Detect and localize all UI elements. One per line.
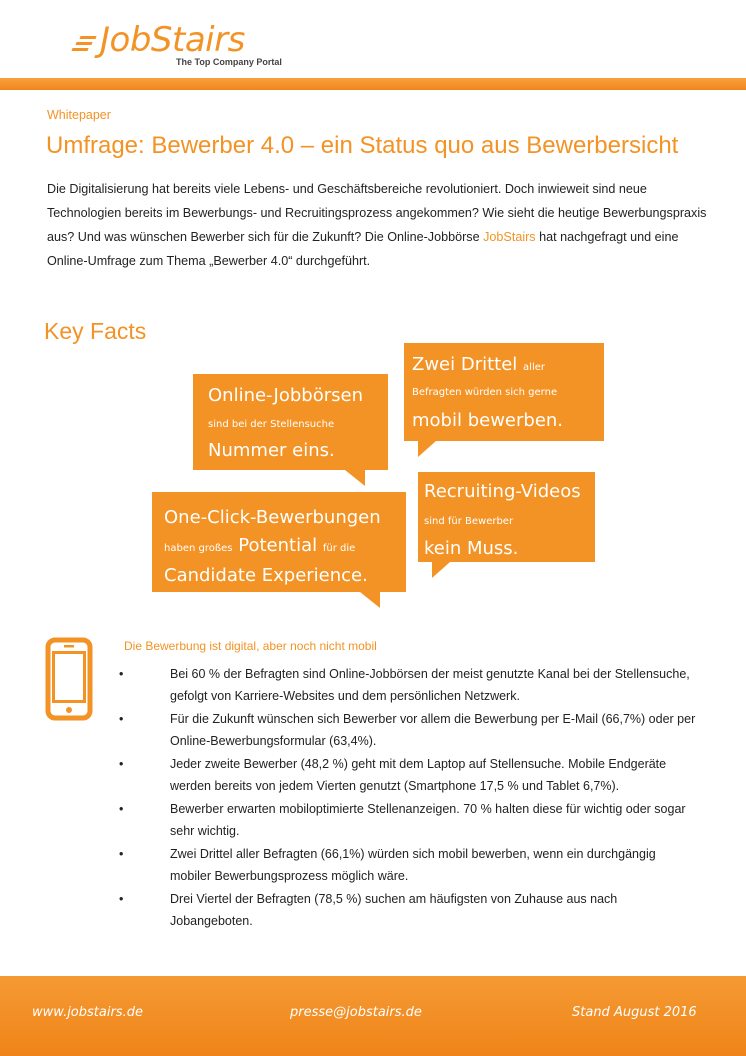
logo-stairs-icon: [72, 36, 98, 54]
list-item: [119, 664, 699, 707]
list-item-text: Für die Zukunft wünschen sich Bewerber vor allem die Bewerbung per E-Mail (66,7%) oder per Online-Bewerbungsformular (63,4%).: [170, 712, 696, 748]
intro-paragraph: [47, 177, 707, 273]
fact-oneclick-main: One-Click-Bewerbungen: [164, 507, 381, 528]
header-accent-bar: [0, 78, 746, 90]
fact-videos-text: sind für Bewerber: [424, 516, 514, 527]
footer-email-link[interactable]: presse@jobstairs.de: [290, 1005, 422, 1020]
bubble-tail: [432, 562, 450, 578]
fact-bubble-oneclick: [152, 492, 406, 592]
document-kicker: Whitepaper: [47, 108, 111, 122]
smartphone-icon: [45, 637, 93, 721]
intro-text-1: Die Digitalisierung hat bereits viele Lebens- und Geschäftsbereiche revolutioniert. Doch inwieweit sind neue Technologien bereits im Bewerbungs- und Recruitingsprozess angekommen? Wie sieht die heutige Bewerbungspraxis aus? Und was wünschen Bewerber sich für die Zukunft? Die Online-Jobbörse: [47, 182, 707, 244]
fact-mobile-main: [412, 351, 545, 381]
fact-oneclick-small2: für die: [322, 543, 356, 554]
bubble-tail: [418, 441, 436, 457]
key-facts-heading: Key Facts: [44, 318, 147, 344]
bullet-marker: •: [119, 892, 124, 906]
fact-oneclick-small1: haben großes: [164, 543, 233, 554]
jobstairs-link[interactable]: JobStairs: [483, 230, 536, 244]
list-item: [119, 754, 699, 797]
list-item-text: Zwei Drittel aller Befragten (66,1%) würden sich mobil bewerben, wenn ein durchgängig mobiler Bewerbungsprozess möglich wäre.: [170, 847, 656, 883]
fact-jobboards-sub: Nummer eins.: [208, 440, 335, 461]
fact-jobboards-text: sind bei der Stellensuche: [208, 419, 335, 430]
bullet-marker: •: [119, 757, 124, 771]
list-item-text: Jeder zweite Bewerber (48,2 %) geht mit dem Laptop auf Stellensuche. Mobile Endgeräte werden bereits von jedem Vierten genutzt (Smartphone 17,5 % und Tablet 6,7%).: [170, 757, 667, 793]
fact-mobile-main-small: aller: [523, 362, 545, 373]
page-title: Umfrage: Bewerber 4.0 – ein Status quo aus Bewerbersicht: [46, 132, 679, 159]
list-item: [119, 844, 699, 887]
logo-tagline: The Top Company Portal: [176, 57, 282, 67]
fact-mobile-sub: mobil bewerben.: [412, 410, 564, 431]
list-item-text: Bei 60 % der Befragten sind Online-Jobbörsen der meist genutzte Kanal bei der Stellensuche, gefolgt von Karriere-Websites und dem persönlichen Netzwerk.: [170, 667, 690, 703]
fact-mobile-main-big: Zwei Drittel: [412, 354, 518, 375]
bullet-marker: •: [119, 712, 124, 726]
fact-jobboards-main: Online-Jobbörsen: [208, 385, 364, 406]
intro-text-2: hat nachgefragt und eine Online-Umfrage zum Thema „Bewerber 4.0“ durchgeführt.: [47, 230, 679, 268]
list-item-text: Drei Viertel der Befragten (78,5 %) suchen am häufigsten von Zuhause aus nach Jobangeboten.: [170, 892, 618, 928]
footer-date: Stand August 2016: [572, 1005, 697, 1020]
list-item-text: Bewerber erwarten mobiloptimierte Stellenanzeigen. 70 % halten diese für wichtig oder sogar sehr wichtig.: [170, 802, 686, 838]
findings-list: [119, 664, 699, 934]
bubble-tail: [360, 592, 380, 608]
bullet-marker: •: [119, 667, 124, 681]
jobstairs-logo[interactable]: [72, 18, 312, 70]
list-item: [119, 889, 699, 932]
fact-videos-sub: kein Muss.: [424, 538, 519, 559]
list-item: [119, 709, 699, 752]
fact-videos-main: Recruiting-Videos: [424, 481, 581, 502]
bubble-tail: [345, 470, 365, 486]
fact-oneclick-potential: Potential: [238, 535, 318, 556]
section-heading: Die Bewerbung ist digital, aber noch nicht mobil: [124, 639, 377, 653]
list-item: [119, 799, 699, 842]
logo-wordmark: JobStairs: [100, 20, 245, 60]
fact-oneclick-mid: [164, 532, 355, 562]
page-footer: [0, 976, 746, 1056]
fact-bubble-mobile: [404, 343, 604, 441]
fact-oneclick-sub: Candidate Experience.: [164, 565, 368, 586]
fact-mobile-text: Befragten würden sich gerne: [412, 387, 558, 398]
bullet-marker: •: [119, 847, 124, 861]
fact-bubble-videos: [418, 472, 595, 562]
fact-bubble-jobboards: [193, 374, 388, 470]
footer-website-link[interactable]: www.jobstairs.de: [32, 1005, 143, 1020]
bullet-marker: •: [119, 802, 124, 816]
